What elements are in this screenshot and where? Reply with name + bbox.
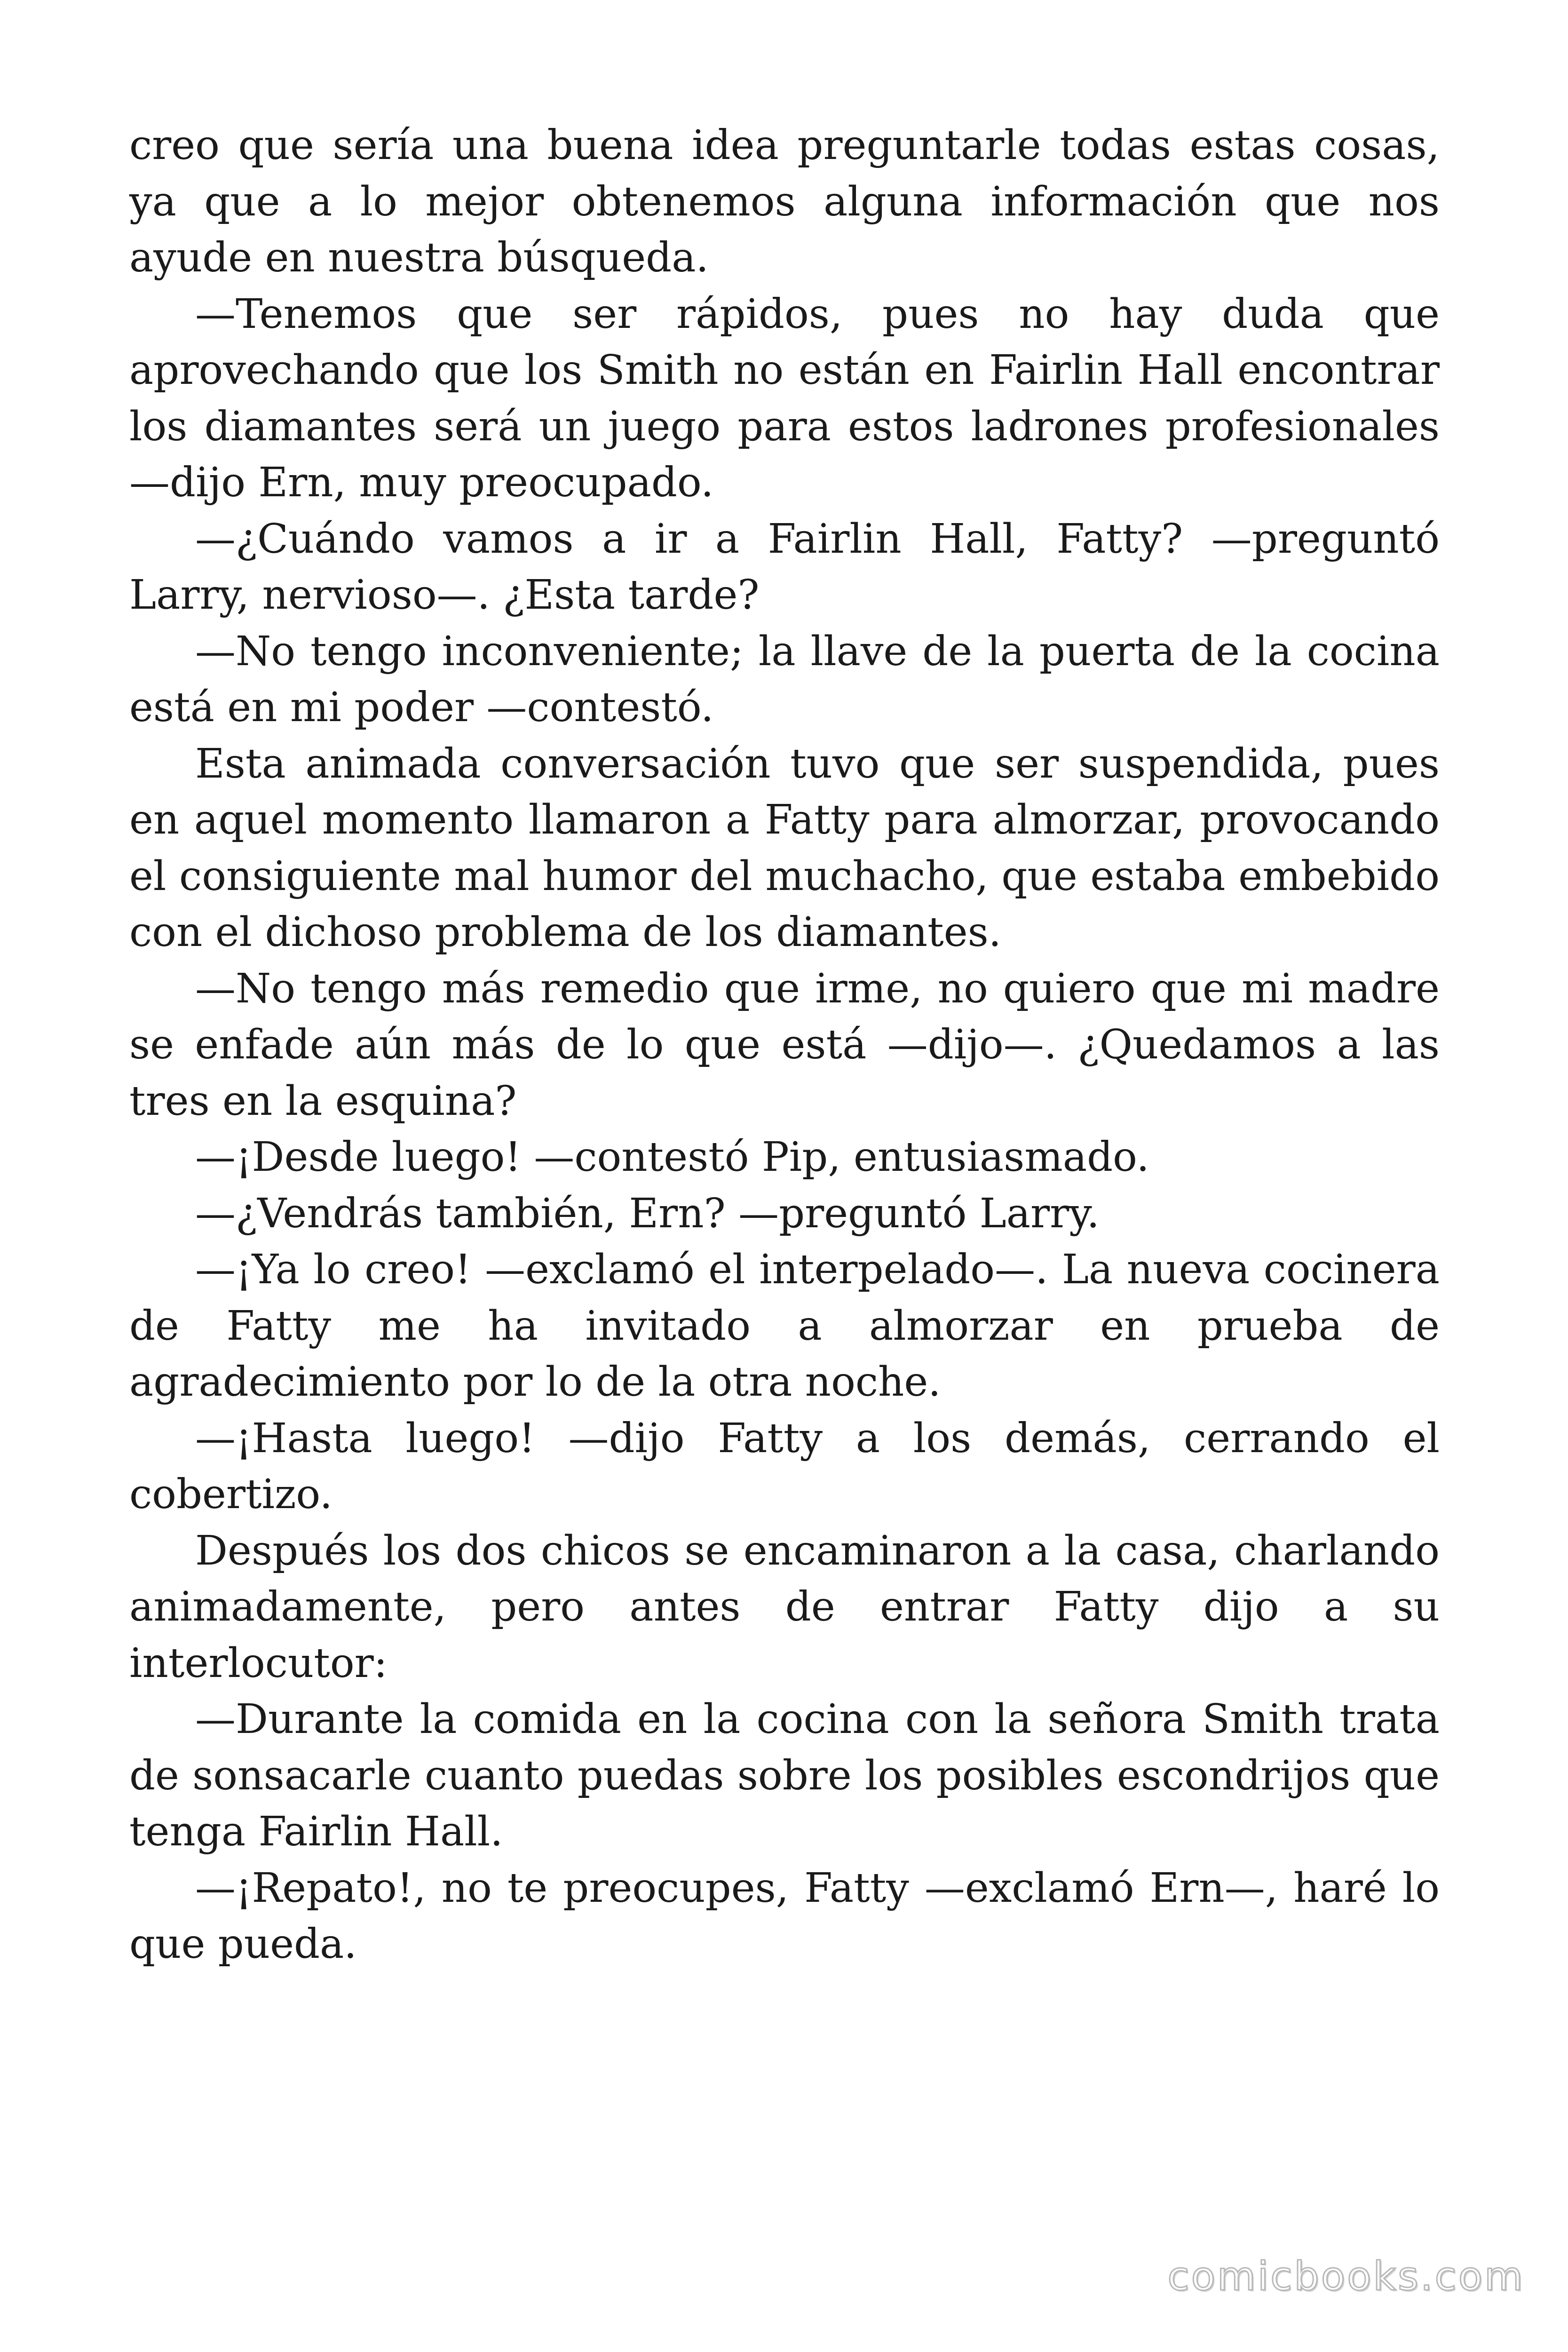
- watermark-logo: comicbooks.com: [1167, 2253, 1525, 2299]
- paragraph: —¿Cuándo vamos a ir a Fairlin Hall, Fatty? —preguntó Larry, nervioso—. ¿Esta tarde?: [129, 515, 1440, 619]
- paragraph: —¡Repato!, no te preocupes, Fatty —exclamó Ern—, haré lo que pueda.: [129, 1864, 1440, 1968]
- paragraph-continuation: creo que sería una buena idea preguntarle todas estas cosas, ya que a lo mejor obtenemos alguna información que nos ayude en nuestra búsqueda.: [129, 122, 1440, 281]
- paragraph: —No tengo más remedio que irme, no quiero que mi madre se enfade aún más de lo que está —dijo—. ¿Quedamos a las tres en la esquina?: [129, 965, 1440, 1125]
- paragraph: Después los dos chicos se encaminaron a la casa, charlando animadamente, pero antes de entrar Fatty dijo a su interlocutor:: [129, 1527, 1440, 1687]
- paragraph: —Tenemos que ser rápidos, pues no hay duda que aprovechando que los Smith no están en Fairlin Hall encontrar los diamantes será un juego para estos ladrones profesionales —dijo Ern, muy preocupado.: [129, 290, 1440, 506]
- paragraph: —¡Ya lo creo! —exclamó el interpelado—. La nueva cocinera de Fatty me ha invitado a almorzar en prueba de agradecimiento por lo de la otra noche.: [129, 1246, 1440, 1406]
- paragraph: Esta animada conversación tuvo que ser suspendida, pues en aquel momento llamaron a Fatty para almorzar, provocando el consiguiente mal humor del muchacho, que estaba embebido con el dichoso problema de los diamantes.: [129, 740, 1440, 956]
- paragraph: —Durante la comida en la cocina con la señora Smith trata de sonsacarle cuanto puedas sobre los posibles escondrijos que tenga Fairlin Hall.: [129, 1696, 1440, 1855]
- paragraph: —No tengo inconveniente; la llave de la puerta de la cocina está en mi poder —contestó.: [129, 628, 1440, 731]
- body-text: [129, 118, 1440, 1973]
- paragraph: —¡Desde luego! —contestó Pip, entusiasmado.: [195, 1134, 1149, 1181]
- paragraph: —¡Hasta luego! —dijo Fatty a los demás, cerrando el cobertizo.: [129, 1414, 1440, 1518]
- paragraph: —¿Vendrás también, Ern? —preguntó Larry.: [195, 1190, 1100, 1237]
